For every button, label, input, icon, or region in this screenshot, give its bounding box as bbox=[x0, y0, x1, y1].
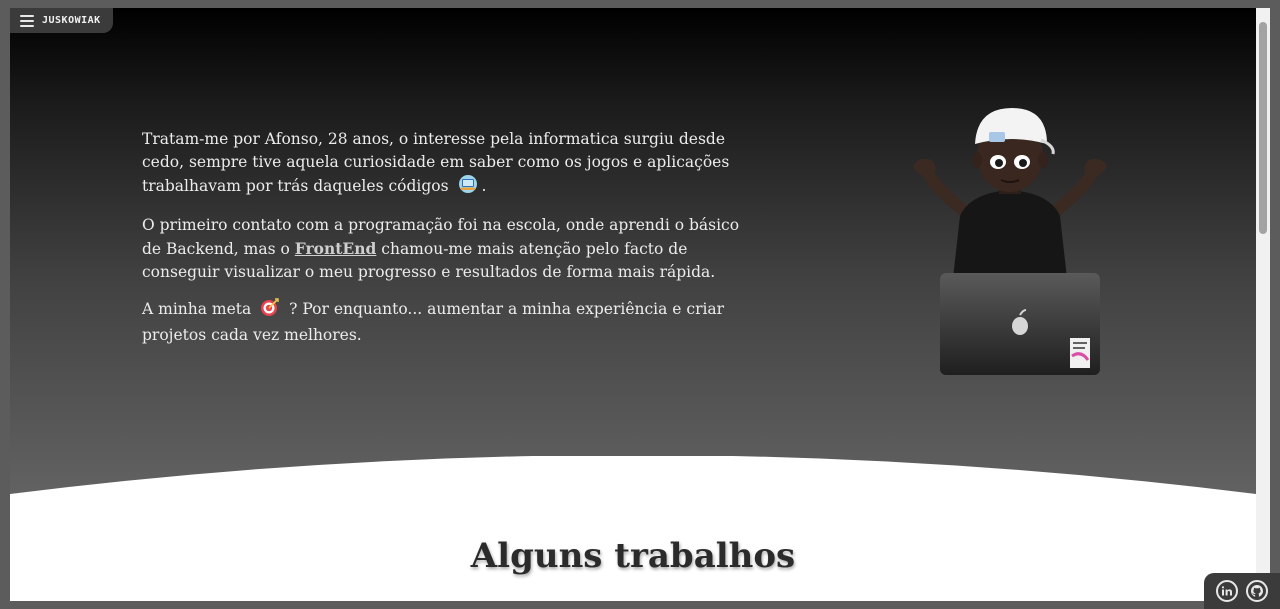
about-p2-text-after: chamou-me mais atenção pelo facto de conseguir visualizar o meu progresso e resultados de forma mais rápida. bbox=[142, 240, 716, 281]
hamburger-menu-icon[interactable] bbox=[20, 15, 34, 27]
target-emoji-icon bbox=[260, 297, 280, 324]
about-p2-text-before: O primeiro contato com a programação foi na escola, onde aprendi o básico de Backend, mas o bbox=[142, 216, 740, 258]
scrollbar-thumb[interactable] bbox=[1259, 22, 1267, 234]
about-paragraph-1 bbox=[142, 128, 762, 201]
page-viewport bbox=[10, 8, 1256, 601]
about-paragraph-2 bbox=[142, 214, 762, 284]
github-icon[interactable] bbox=[1246, 580, 1268, 602]
social-links bbox=[1204, 573, 1280, 609]
brand-name: JUSKOWIAK bbox=[42, 15, 101, 26]
works-section-title: Alguns trabalhos bbox=[470, 536, 796, 576]
frontend-link[interactable]: FrontEnd bbox=[294, 239, 377, 258]
about-p3-text-before: A minha meta bbox=[142, 300, 252, 318]
hero-section bbox=[10, 8, 1256, 508]
about-p1-end: . bbox=[481, 177, 487, 195]
about-text bbox=[142, 128, 762, 360]
page-scrollbar[interactable] bbox=[1256, 8, 1270, 601]
linkedin-icon[interactable] bbox=[1216, 580, 1238, 602]
about-p1-text: Tratam-me por Afonso, 28 anos, o interesse pela informatica surgiu desde cedo, sempre tive aquela curiosidade em saber como os jogos e aplicações trabalhavam por trás daqueles códigos bbox=[142, 130, 730, 195]
hero-wave-divider bbox=[10, 456, 1256, 516]
about-paragraph-3 bbox=[142, 297, 762, 347]
computer-emoji-icon bbox=[458, 174, 478, 201]
brand-menu-button[interactable] bbox=[10, 8, 113, 33]
about-p3-text-after: ? Por enquanto... aumentar a minha experiência e criar projetos cada vez melhores. bbox=[142, 300, 725, 344]
memoji-avatar bbox=[895, 98, 1125, 383]
